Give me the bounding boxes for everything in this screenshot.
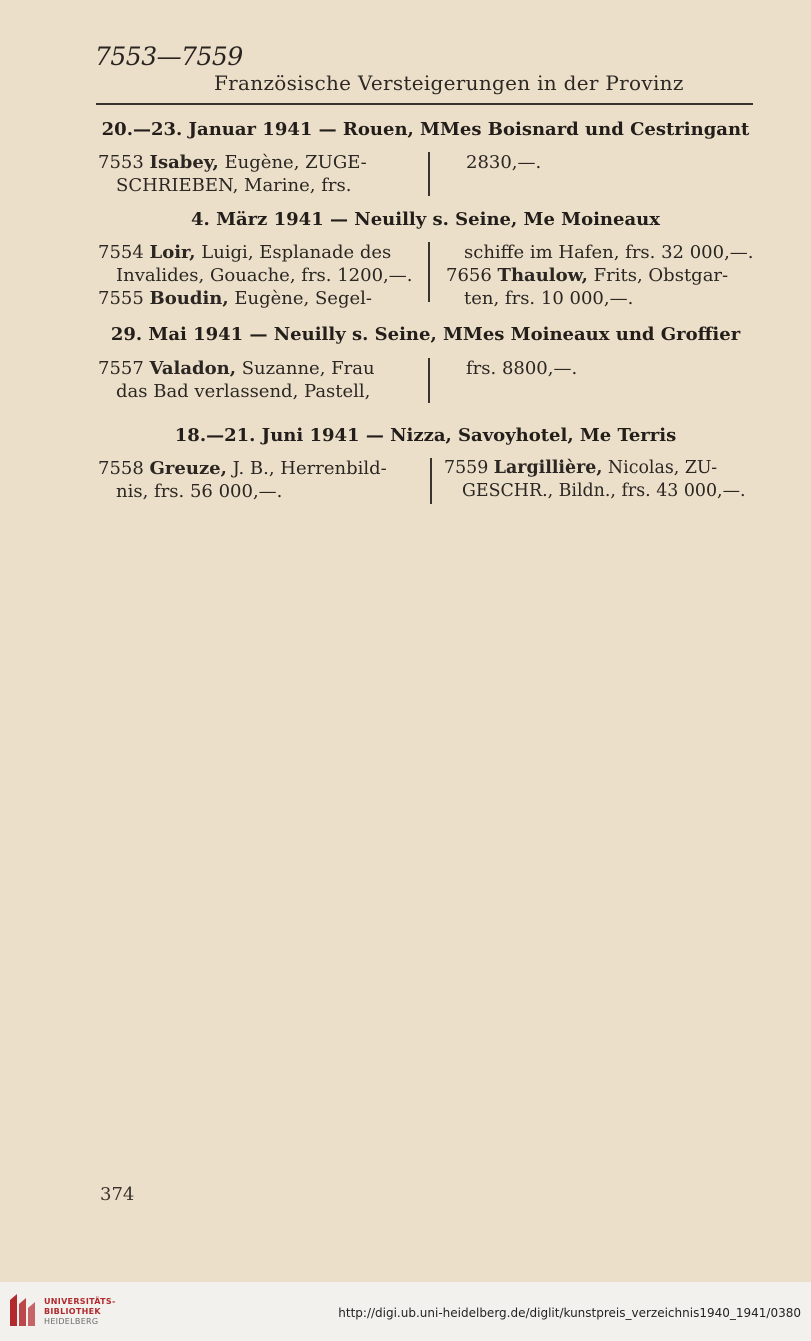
right-column <box>444 457 760 503</box>
column-divider <box>428 242 430 302</box>
library-name-line: BIBLIOTHEK <box>44 1307 101 1316</box>
artist-name: Loir, <box>149 242 196 263</box>
lot-number: 7656 <box>446 265 492 286</box>
library-logo-icon <box>8 1290 38 1328</box>
lot-continuation: 2830,—. <box>466 152 542 173</box>
lot-continuation: Invalides, Gouache, frs. 1200,—. <box>116 265 413 286</box>
lot-number: 7557 <box>98 358 144 379</box>
lot-description: Suzanne, Frau <box>241 358 375 379</box>
lot-entry <box>98 241 416 264</box>
lot-continuation: nis, frs. 56 000,—. <box>116 481 283 502</box>
artist-name: Boudin, <box>149 288 229 309</box>
right-column <box>446 241 756 310</box>
artist-name: Valadon, <box>149 358 236 379</box>
lot-continuation: GESCHR., Bildn., frs. 43 000,—. <box>462 481 746 501</box>
lot-continuation: frs. 8800,—. <box>466 358 578 379</box>
header-rule <box>96 103 753 105</box>
lot-entry <box>98 151 416 174</box>
left-column <box>98 151 416 197</box>
lot-number: 7553 <box>98 152 144 173</box>
lot-entry <box>98 357 416 380</box>
entry-range: 7553—7559 <box>95 42 243 71</box>
artist-name: Thaulow, <box>497 265 588 286</box>
lot-continuation: schiffe im Hafen, frs. 32 000,—. <box>464 242 754 263</box>
lot-entry <box>98 457 416 480</box>
artist-name: Greuze, <box>149 458 227 479</box>
artist-name: Largillière, <box>493 458 603 478</box>
artist-name: Isabey, <box>149 152 219 173</box>
left-column <box>98 241 416 310</box>
auction-heading: 29. Mai 1941 — Neuilly s. Seine, MMes Moineaux und Groffier <box>110 324 741 345</box>
lot-description: Nicolas, ZU- <box>607 458 718 478</box>
lot-description: Eugène, Segel- <box>234 288 372 309</box>
permalink-url[interactable]: http://digi.ub.uni-heidelberg.de/diglit/kunstpreis_verzeichnis1940_1941/0380 <box>338 1306 801 1320</box>
column-divider <box>428 358 430 403</box>
auction-heading: 4. März 1941 — Neuilly s. Seine, Me Moineaux <box>191 209 660 230</box>
lot-number: 7559 <box>444 458 489 478</box>
library-name-line: HEIDELBERG <box>44 1317 99 1326</box>
right-column <box>466 357 756 380</box>
lot-description: Frits, Obstgar- <box>593 265 729 286</box>
lot-continuation: das Bad verlassend, Pastell, <box>116 381 371 402</box>
lot-number: 7558 <box>98 458 144 479</box>
lot-entry <box>98 287 416 310</box>
auction-heading: 20.—23. Januar 1941 — Rouen, MMes Boisnard und Cestringant <box>101 119 750 140</box>
left-column <box>98 357 416 403</box>
column-divider <box>430 458 432 504</box>
lot-number: 7554 <box>98 242 144 263</box>
auction-heading: 18.—21. Juni 1941 — Nizza, Savoyhotel, Me Terris <box>174 425 677 446</box>
right-column <box>466 151 756 174</box>
lot-description: J. B., Herrenbild- <box>232 458 387 479</box>
page-number: 374 <box>100 1184 135 1205</box>
column-divider <box>428 152 430 196</box>
lot-description: Luigi, Esplanade des <box>201 242 392 263</box>
lot-continuation: SCHRIEBEN, Marine, frs. <box>116 175 352 196</box>
lot-description: Eugène, ZUGE- <box>224 152 367 173</box>
left-column <box>98 457 416 503</box>
lot-entry <box>444 457 760 480</box>
lot-entry <box>446 264 756 287</box>
running-head: Französische Versteigerungen in der Provinz <box>214 71 684 95</box>
lot-number: 7555 <box>98 288 144 309</box>
library-name-line: UNIVERSITÄTS- <box>44 1297 116 1306</box>
viewer-footer <box>0 1282 811 1341</box>
lot-continuation: ten, frs. 10 000,—. <box>464 288 634 309</box>
